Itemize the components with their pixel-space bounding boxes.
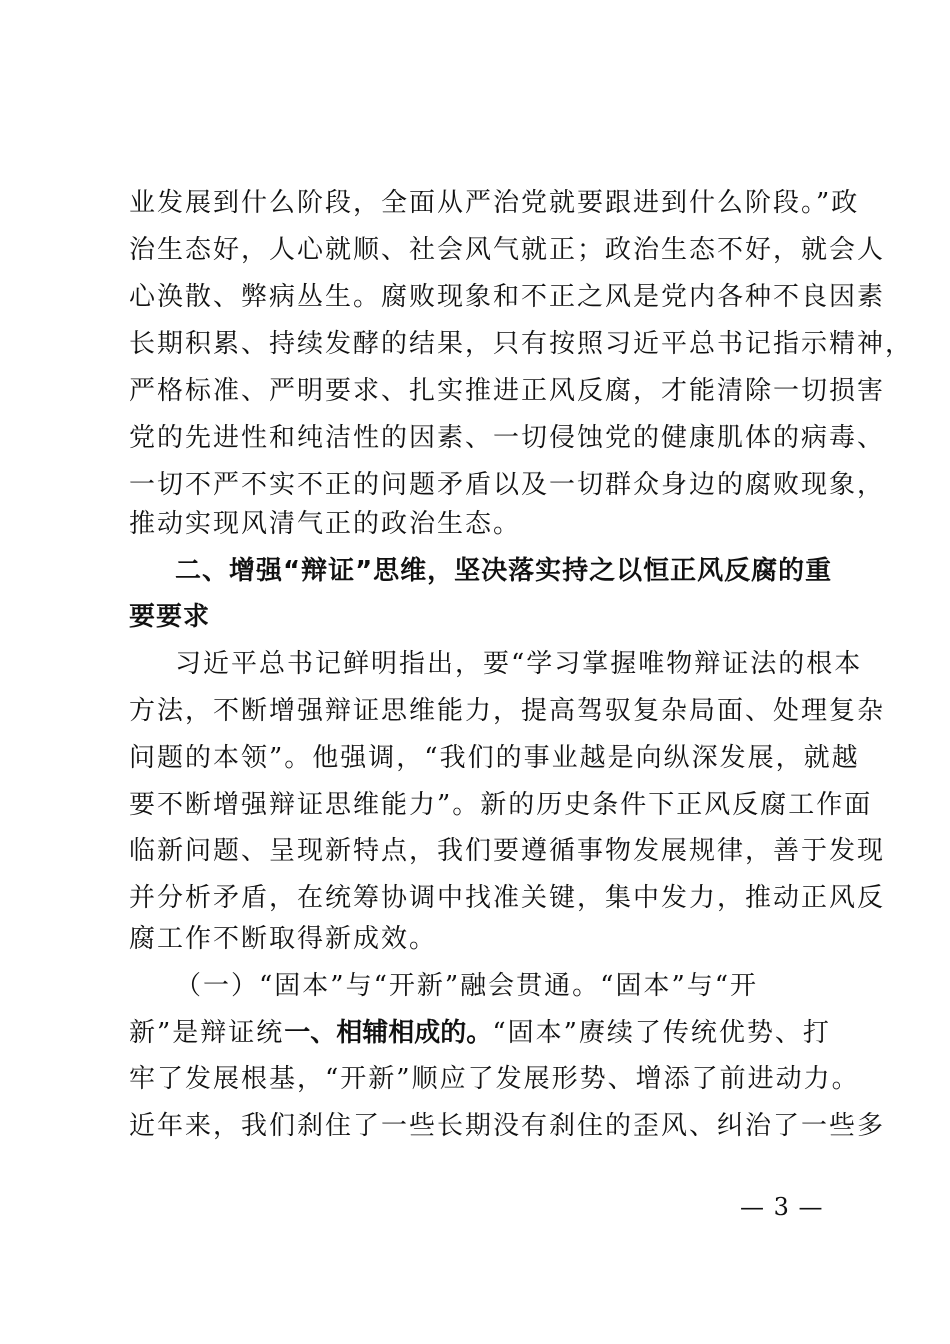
paragraph-line: 习近平总书记鲜明指出，要“学习掌握唯物辩证法的根本 — [175, 649, 863, 679]
bold-phrase: 一、相辅相成的。 — [284, 1018, 493, 1048]
paragraph-line: （一）“固本”与“开新”融会贯通。“固本”与“开 — [175, 971, 759, 1001]
paragraph-line: 近年来，我们刹住了一些长期没有刹住的歪风、纠治了一些多 — [129, 1111, 886, 1141]
paragraph-line: 治生态好，人心就顺、社会风气就正；政治生态不好，就会人 — [129, 235, 886, 265]
paragraph-line: 腐工作不断取得新成效。 — [129, 924, 438, 954]
paragraph-line: 推动实现风清气正的政治生态。 — [129, 509, 522, 539]
paragraph-line: 要不断增强辩证思维能力”。新的历史条件下正风反腐工作面 — [129, 790, 873, 820]
paragraph-line: 长期积累、持续发酵的结果，只有按照习近平总书记指示精神， — [129, 329, 914, 359]
paragraph-line: 并分析矛盾，在统筹协调中找准关键，集中发力，推动正风反 — [129, 883, 886, 913]
paragraph-text: 新”是辩证统 — [129, 1018, 285, 1048]
paragraph-line: 问题的本领”。他强调，“我们的事业越是向纵深发展，就越 — [129, 743, 860, 773]
paragraph-line: 方法，不断增强辩证思维能力，提高驾驭复杂局面、处理复杂 — [129, 696, 886, 726]
paragraph-line: 严格标准、严明要求、扎实推进正风反腐，才能清除一切损害 — [129, 376, 886, 406]
paragraph-line: 临新问题、呈现新特点，我们要遵循事物发展规律，善于发现 — [129, 836, 886, 866]
paragraph-line: 党的先进性和纯洁性的因素、一切侵蚀党的健康肌体的病毒、 — [129, 423, 886, 453]
page-number: — 3 — — [740, 1193, 824, 1221]
paragraph-line: 一切不严不实不正的问题矛盾以及一切群众身边的腐败现象， — [129, 470, 886, 500]
paragraph-line: 业发展到什么阶段，全面从严治党就要跟进到什么阶段。”政 — [129, 188, 860, 218]
paragraph-text: “固本”赓续了传统优势、打 — [492, 1018, 831, 1048]
section-heading: 二、增强“辩证”思维，坚决落实持之以恒正风反腐的重 — [175, 556, 833, 586]
paragraph-line — [129, 1017, 829, 1049]
paragraph-line: 心涣散、弊病丛生。腐败现象和不正之风是党内各种不良因素 — [129, 282, 886, 312]
paragraph-line: 牢了发展根基，“开新”顺应了发展形势、增添了前进动力。 — [129, 1064, 860, 1094]
section-heading: 要要求 — [129, 602, 211, 632]
